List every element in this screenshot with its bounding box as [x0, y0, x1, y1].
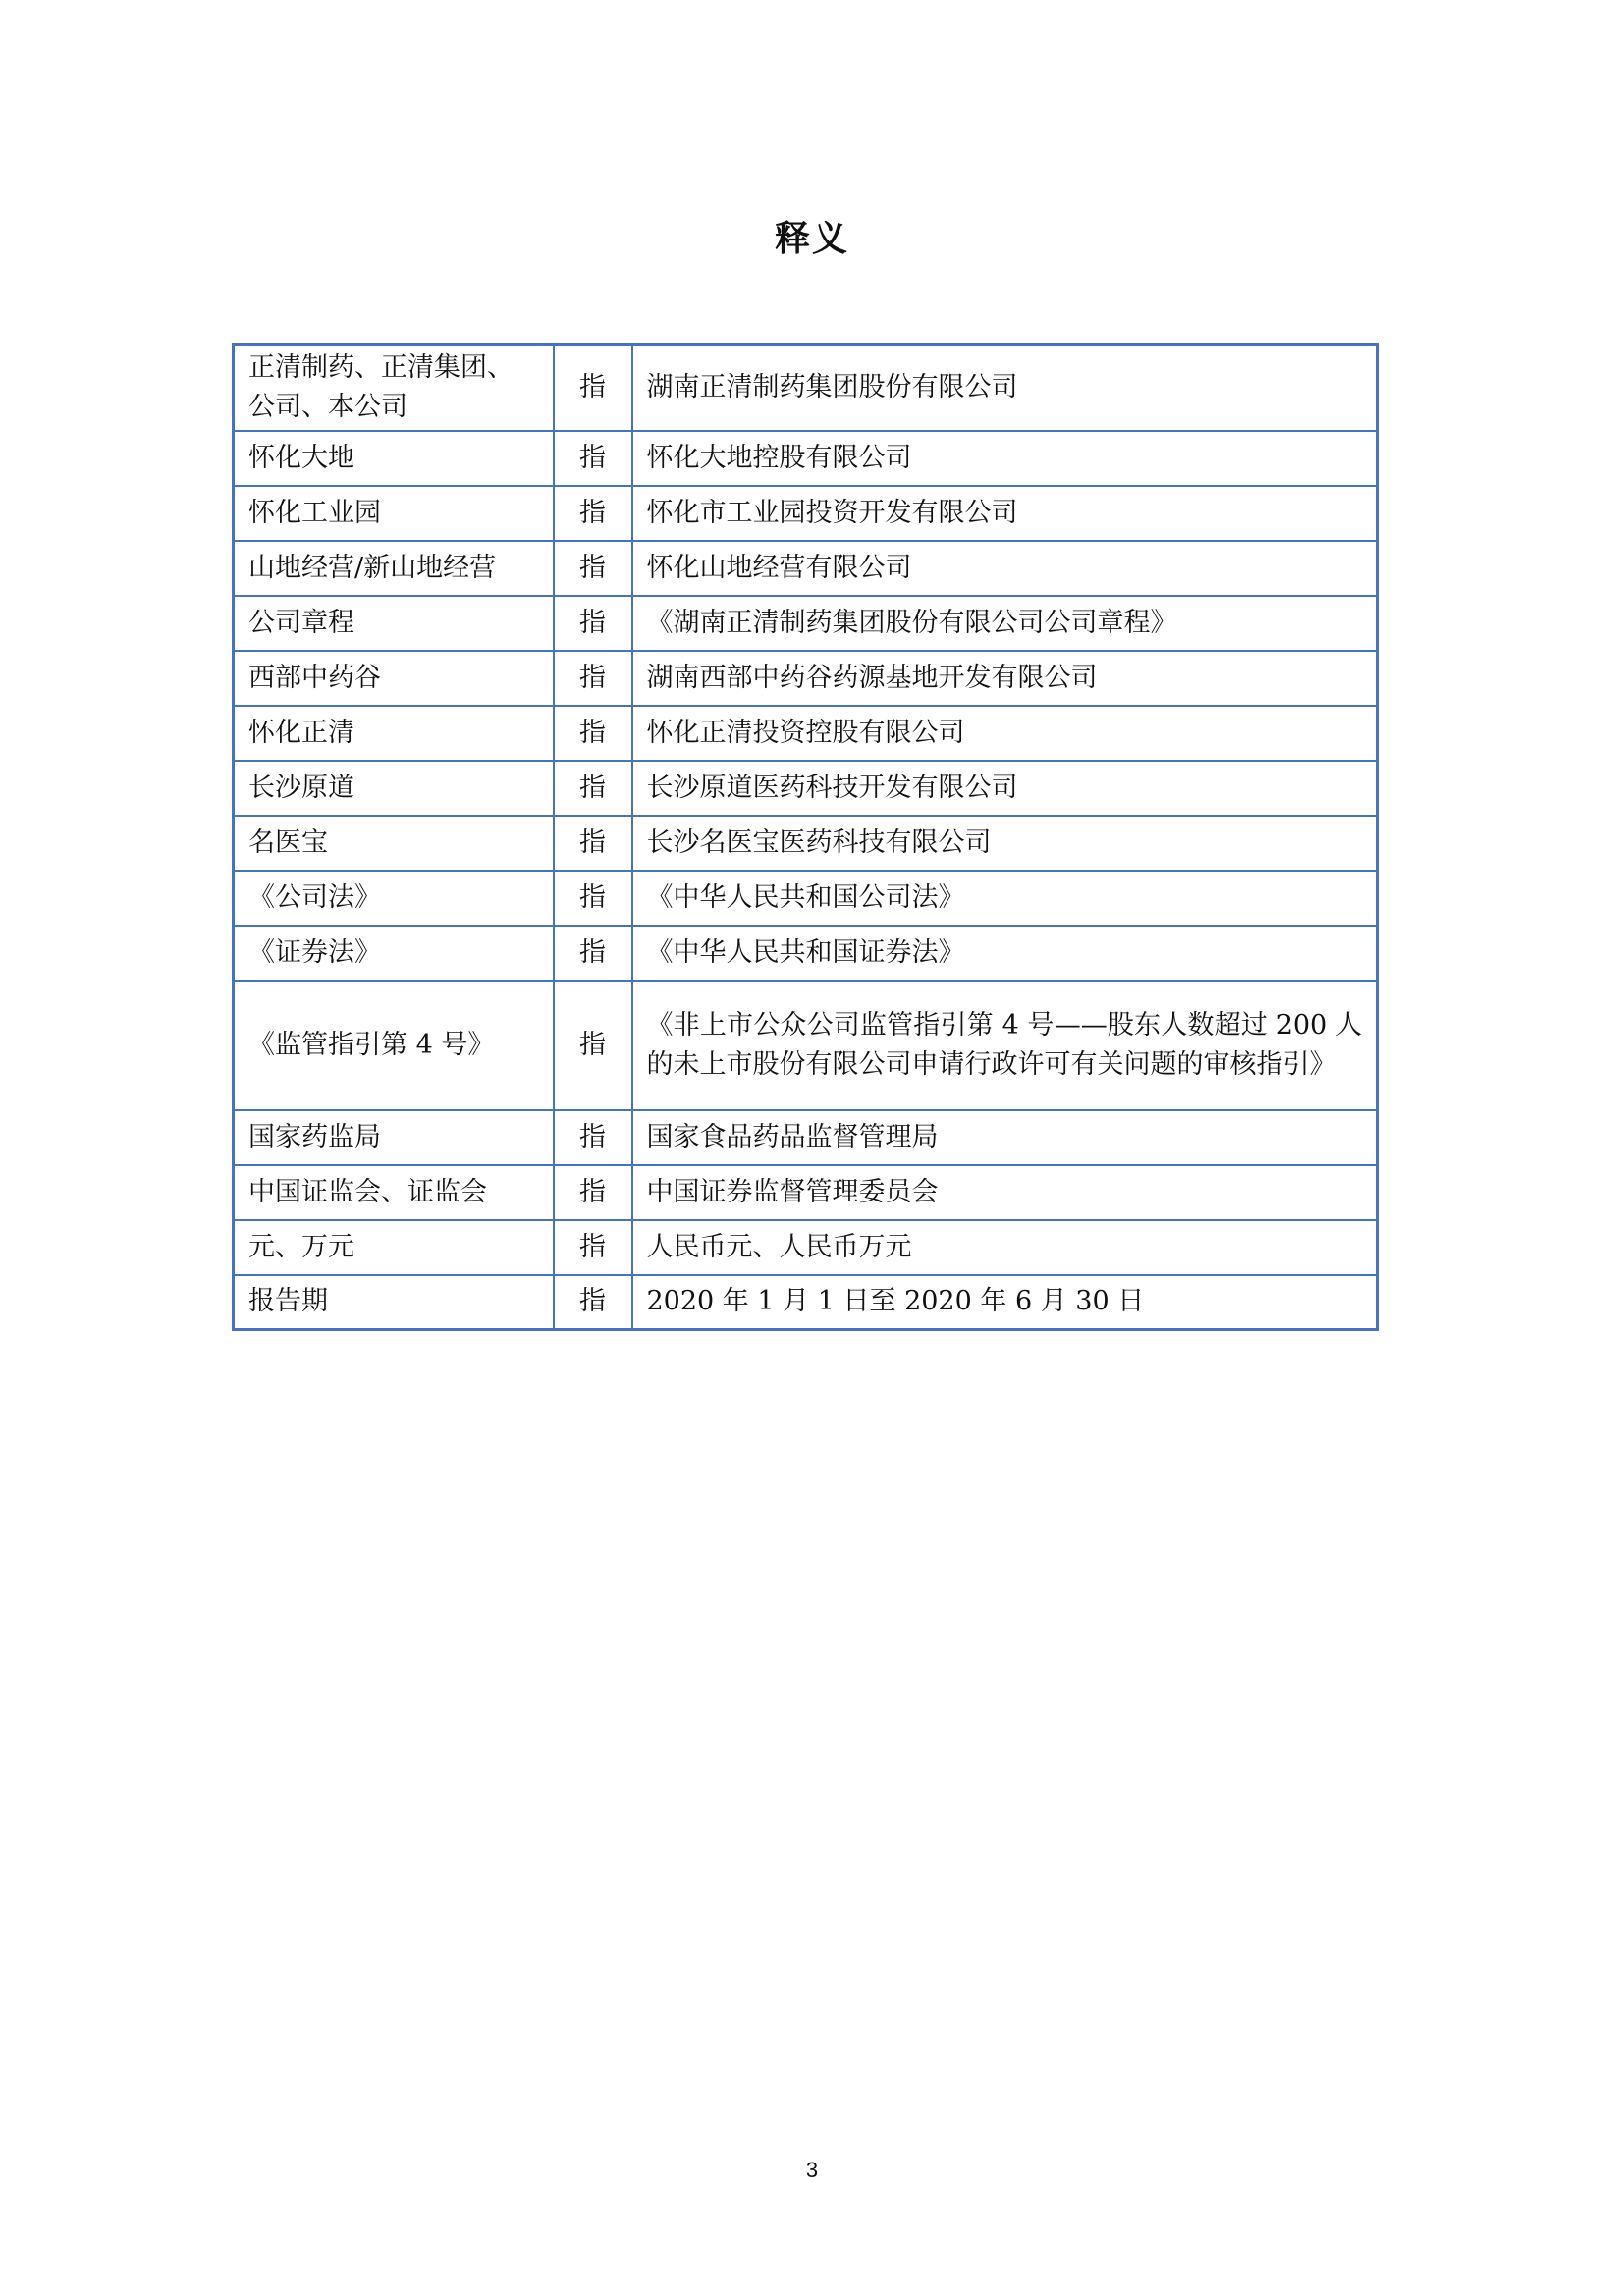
refers-cell: 指: [554, 981, 632, 1110]
table-row: [234, 651, 1378, 706]
meaning-cell: 怀化山地经营有限公司: [632, 541, 1378, 596]
refers-cell: 指: [554, 345, 632, 431]
term-cell: 元、万元: [234, 1220, 554, 1275]
refers-cell: 指: [554, 1165, 632, 1220]
table-row: [234, 1220, 1378, 1275]
meaning-cell: 《非上市公众公司监管指引第 4 号——股东人数超过 200 人的未上市股份有限公司申请行政许可有关问题的审核指引》: [632, 981, 1378, 1110]
meaning-cell: 中国证券监督管理委员会: [632, 1165, 1378, 1220]
refers-cell: 指: [554, 1275, 632, 1330]
refers-cell: 指: [554, 1220, 632, 1275]
meaning-cell: 2020 年 1 月 1 日至 2020 年 6 月 30 日: [632, 1275, 1378, 1330]
term-cell: 怀化大地: [234, 431, 554, 486]
table-row: [234, 1165, 1378, 1220]
refers-cell: 指: [554, 706, 632, 761]
refers-cell: 指: [554, 1110, 632, 1165]
table-row: [234, 596, 1378, 651]
meaning-cell: 《湖南正清制药集团股份有限公司公司章程》: [632, 596, 1378, 651]
meaning-cell: 长沙名医宝医药科技有限公司: [632, 816, 1378, 871]
term-cell: 《监管指引第 4 号》: [234, 981, 554, 1110]
term-cell: 国家药监局: [234, 1110, 554, 1165]
meaning-cell: 怀化市工业园投资开发有限公司: [632, 486, 1378, 541]
term-cell: 西部中药谷: [234, 651, 554, 706]
meaning-cell: 人民币元、人民币万元: [632, 1220, 1378, 1275]
page-title: 释义: [774, 219, 849, 259]
meaning-cell: 怀化正清投资控股有限公司: [632, 706, 1378, 761]
table-row: [234, 706, 1378, 761]
term-cell: 长沙原道: [234, 761, 554, 816]
page-number: 3: [805, 2158, 819, 2182]
refers-cell: 指: [554, 486, 632, 541]
table-row: [234, 541, 1378, 596]
table-row: [234, 1110, 1378, 1165]
meaning-cell: 《中华人民共和国公司法》: [632, 871, 1378, 926]
table-row: [234, 926, 1378, 981]
refers-cell: 指: [554, 431, 632, 486]
meaning-cell: 国家食品药品监督管理局: [632, 1110, 1378, 1165]
table-row: [234, 816, 1378, 871]
refers-cell: 指: [554, 761, 632, 816]
term-cell: 怀化工业园: [234, 486, 554, 541]
table-row: [234, 345, 1378, 431]
meaning-cell: 长沙原道医药科技开发有限公司: [632, 761, 1378, 816]
term-cell: 怀化正清: [234, 706, 554, 761]
table-row: [234, 981, 1378, 1110]
table-row: [234, 1275, 1378, 1330]
definitions-table: [232, 343, 1379, 1331]
term-cell: 山地经营/新山地经营: [234, 541, 554, 596]
table-row: [234, 486, 1378, 541]
refers-cell: 指: [554, 926, 632, 981]
term-cell: 《公司法》: [234, 871, 554, 926]
refers-cell: 指: [554, 816, 632, 871]
table-row: [234, 431, 1378, 486]
meaning-cell: 湖南西部中药谷药源基地开发有限公司: [632, 651, 1378, 706]
term-cell: 名医宝: [234, 816, 554, 871]
refers-cell: 指: [554, 596, 632, 651]
table-row: [234, 871, 1378, 926]
term-cell: 正清制药、正清集团、公司、本公司: [234, 345, 554, 431]
refers-cell: 指: [554, 871, 632, 926]
meaning-cell: 怀化大地控股有限公司: [632, 431, 1378, 486]
term-cell: 公司章程: [234, 596, 554, 651]
meaning-cell: 湖南正清制药集团股份有限公司: [632, 345, 1378, 431]
refers-cell: 指: [554, 651, 632, 706]
term-cell: 中国证监会、证监会: [234, 1165, 554, 1220]
term-cell: 报告期: [234, 1275, 554, 1330]
meaning-cell: 《中华人民共和国证券法》: [632, 926, 1378, 981]
table-row: [234, 761, 1378, 816]
term-cell: 《证券法》: [234, 926, 554, 981]
refers-cell: 指: [554, 541, 632, 596]
